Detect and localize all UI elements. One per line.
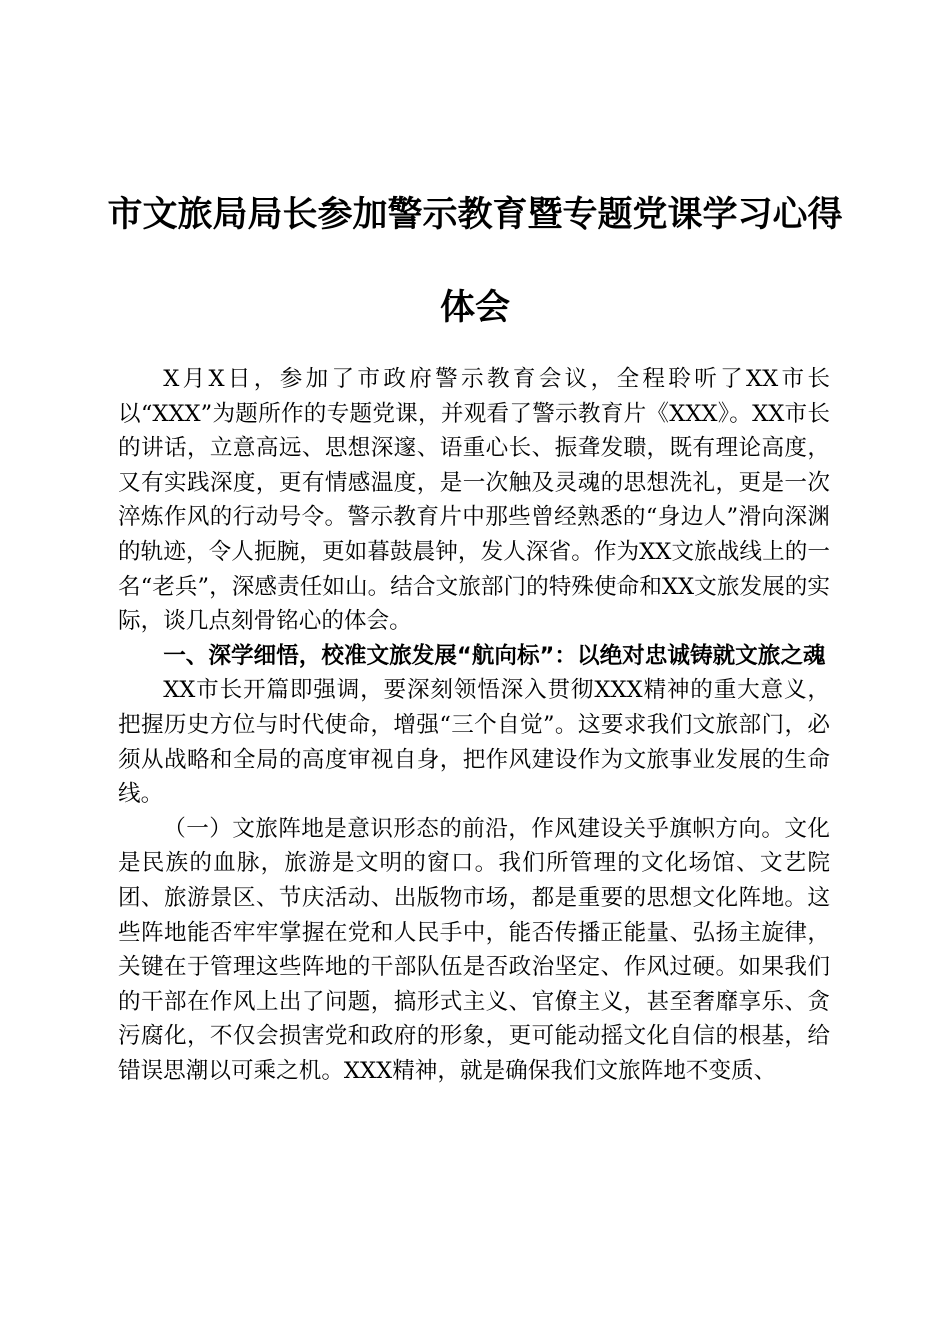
document-title: 市文旅局局长参加警示教育暨专题党课学习心得体会 bbox=[107, 194, 843, 328]
intro-paragraph: X月X日，参加了市政府警示教育会议，全程聆听了XX市长以“XXX”为题所作的专题党课，并观看了警示教育片《XXX》。XX市长的讲话，立意高远、思想深邃、语重心长、振聋发聩，既有理论高度，又有实践深度，更有情感温度，是一次触及灵魂的思想洗礼，更是一次淬炼作风的行动号令。警示教育片中那些曾经熟悉的“身边人”滑向深渊的轨迹，令人扼腕，更如暮鼓晨钟，发人深省。作为XX文旅战线上的一名“老兵”，深感责任如山。结合文旅部门的特殊使命和XX文旅发展的实际，谈几点刻骨铭心的体会。 bbox=[118, 366, 830, 635]
subsection-paragraph: （一）文旅阵地是意识形态的前沿，作风建设关乎旗帜方向。文化是民族的血脉，旅游是文明的窗口。我们所管理的文化场馆、文艺院团、旅游景区、节庆活动、出版物市场，都是重要的思想文化阵地。这些阵地能否牢牢掌握在党和人民手中，能否传播正能量、弘扬主旋律，关键在于管理这些阵地的干部队伍是否政治坚定、作风过硬。如果我们的干部在作风上出了问题，搞形式主义、官僚主义，甚至奢靡享乐、贪污腐化，不仅会损害党和政府的形象，更可能动摇文化自信的根基，给错误思潮以可乘之机。XXX精神，就是确保我们文旅阵地不变质、 bbox=[118, 815, 830, 1084]
document-body bbox=[118, 362, 830, 1088]
section-heading-1: 一、深学细悟，校准文旅发展“航向标”：以绝对忠诚铸就文旅之魂 bbox=[163, 642, 826, 669]
body-paragraph: XX市长开篇即强调，要深刻领悟深入贯彻XXX精神的重大意义，把握历史方位与时代使命，增强“三个自觉”。这要求我们文旅部门，必须从战略和全局的高度审视自身，把作风建设作为文旅事业发展的生命线。 bbox=[118, 677, 830, 808]
